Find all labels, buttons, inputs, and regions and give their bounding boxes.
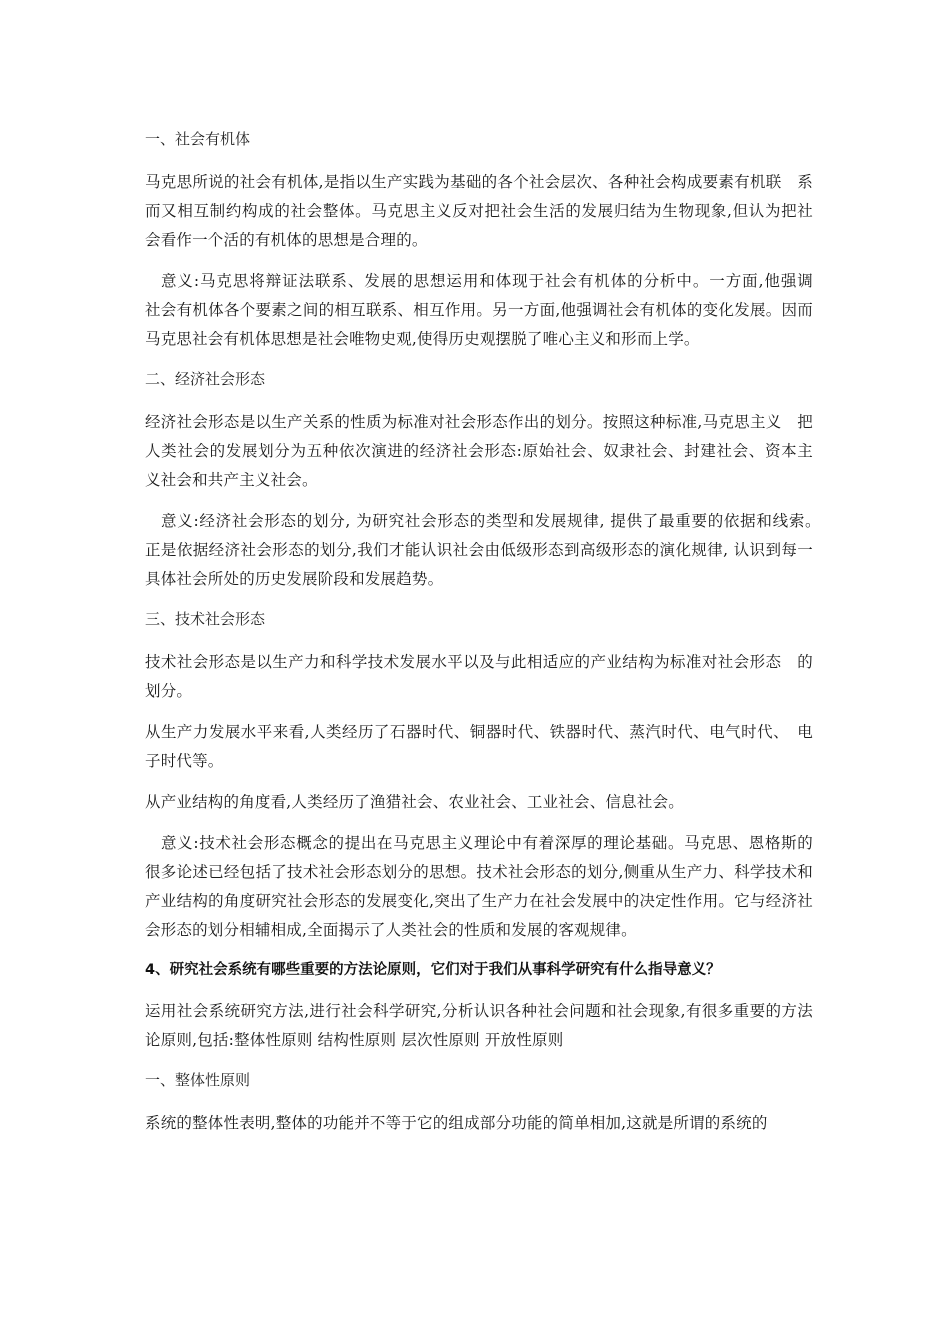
section-heading-wholeness-principle: 一、整体性原则 bbox=[145, 1071, 251, 1089]
paragraph-economic-form-significance: 意义:经济社会形态的划分, 为研究社会形态的类型和发展规律, 提供了最重要的依据和线索。 正是依据经济社会形态的划分,我们才能认识社会由低级形态到高级形态的演化规律, 认识到每一 具体社会所处的历史发展阶段和发展趋势。 bbox=[145, 512, 829, 588]
section-heading-economic-form: 二、经济社会形态 bbox=[145, 370, 266, 388]
document-page bbox=[145, 126, 829, 1150]
paragraph-economic-form-definition: 经济社会形态是以生产关系的性质为标准对社会形态作出的划分。按照这种标准,马克思主义 把人类社会的发展划分为五种依次演进的经济社会形态:原始社会、奴隶社会、封建社会、资本主 义社会和共产主义社会。 bbox=[145, 413, 829, 489]
paragraph-social-organism-significance: 意义:马克思将辩证法联系、发展的思想运用和体现于社会有机体的分析中。一方面,他强调 社会有机体各个要素之间的相互联系、相互作用。另一方面,他强调社会有机体的变化发展。因而 马克思社会有机体思想是社会唯物史观,使得历史观摆脱了唯心主义和形而上学。 bbox=[145, 272, 829, 348]
paragraph-productivity-eras: 从生产力发展水平来看,人类经历了石器时代、铜器时代、铁器时代、蒸汽时代、电气时代、 电子时代等。 bbox=[145, 723, 813, 770]
paragraph-wholeness-principle: 系统的整体性表明,整体的功能并不等于它的组成部分功能的简单相加,这就是所谓的系统的 bbox=[145, 1114, 768, 1132]
paragraph-industry-structure: 从产业结构的角度看,人类经历了渔猎社会、农业社会、工业社会、信息社会。 bbox=[145, 793, 684, 811]
paragraph-methodology-principles: 运用社会系统研究方法,进行社会科学研究,分析认识各种社会问题和社会现象,有很多重要的方法论原则,包括:整体性原则 结构性原则 层次性原则 开放性原则 bbox=[145, 1002, 813, 1049]
paragraph-technical-form-definition: 技术社会形态是以生产力和科学技术发展水平以及与此相适应的产业结构为标准对社会形态 的划分。 bbox=[145, 653, 813, 700]
section-heading-social-organism: 一、社会有机体 bbox=[145, 130, 251, 148]
section-heading-technical-form: 三、技术社会形态 bbox=[145, 610, 266, 628]
paragraph-social-organism-definition: 马克思所说的社会有机体,是指以生产实践为基础的各个社会层次、各种社会构成要素有机联 系而又相互制约构成的社会整体。马克思主义反对把社会生活的发展归结为生物现象,但认为把社 会看作一个活的有机体的思想是合理的。 bbox=[145, 173, 829, 249]
paragraph-technical-form-significance: 意义:技术社会形态概念的提出在马克思主义理论中有着深厚的理论基础。马克思、恩格斯的 很多论述已经包括了技术社会形态划分的思想。技术社会形态的划分,侧重从生产力、科学技术和 产业结构的角度研究社会形态的发展变化,突出了生产力在社会发展中的决定性作用。它与经济社 会形态的划分相辅相成,全面揭示了人类社会的性质和发展的客观规律。 bbox=[145, 834, 829, 939]
question-heading-methodology: 4、研究社会系统有哪些重要的方法论原则，它们对于我们从事科学研究有什么指导意义？ bbox=[145, 962, 721, 978]
